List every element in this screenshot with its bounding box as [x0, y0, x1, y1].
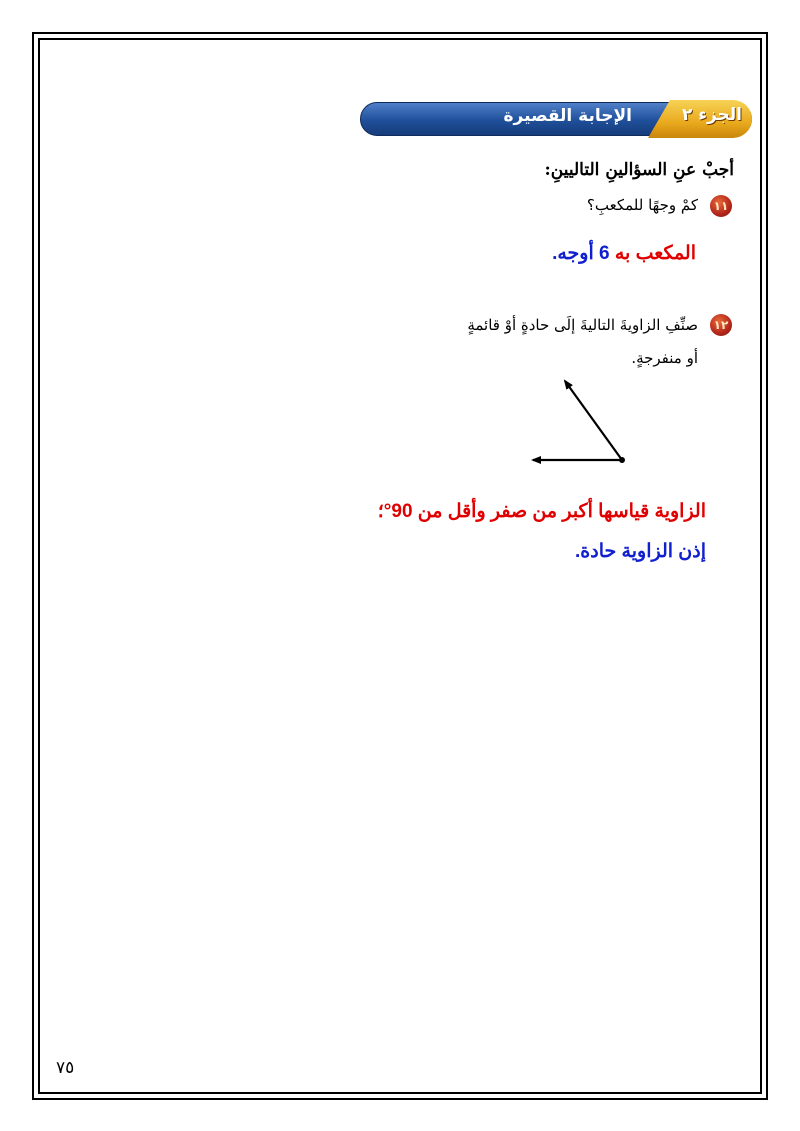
- section-title: الإجابة القصيرة: [503, 106, 632, 126]
- answer-12-line1: الزاوية قياسها أكبر من صفر وأقل من 90°؛: [377, 501, 706, 522]
- answer-12-line2: إذن الزاوية حادة.: [575, 541, 706, 562]
- instruction-text: أجبْ عنِ السؤالينِ التاليينِ:: [544, 160, 734, 180]
- question-text: كمْ وجهًا للمكعبِ؟: [586, 196, 698, 214]
- answer-11-part1: المكعب به: [609, 243, 696, 264]
- angle-ray-slanted: [565, 381, 622, 460]
- section-part-label: الجزء ٢: [681, 105, 742, 125]
- question-number-badge: ١١: [710, 195, 732, 217]
- question-number-badge: ١٢: [710, 314, 732, 336]
- question-text-line2: أو منفرجةٍ.: [631, 349, 698, 367]
- page-number: ٧٥: [56, 1058, 75, 1078]
- answer-11-number: 6: [599, 243, 610, 264]
- question-text-line1: صنِّفِ الزاويةَ التاليةَ إلَى حادةٍ أوْ قائمةٍ: [467, 316, 698, 334]
- answer-11-part2: أوجه.: [552, 243, 600, 264]
- angle-vertex: [619, 457, 625, 463]
